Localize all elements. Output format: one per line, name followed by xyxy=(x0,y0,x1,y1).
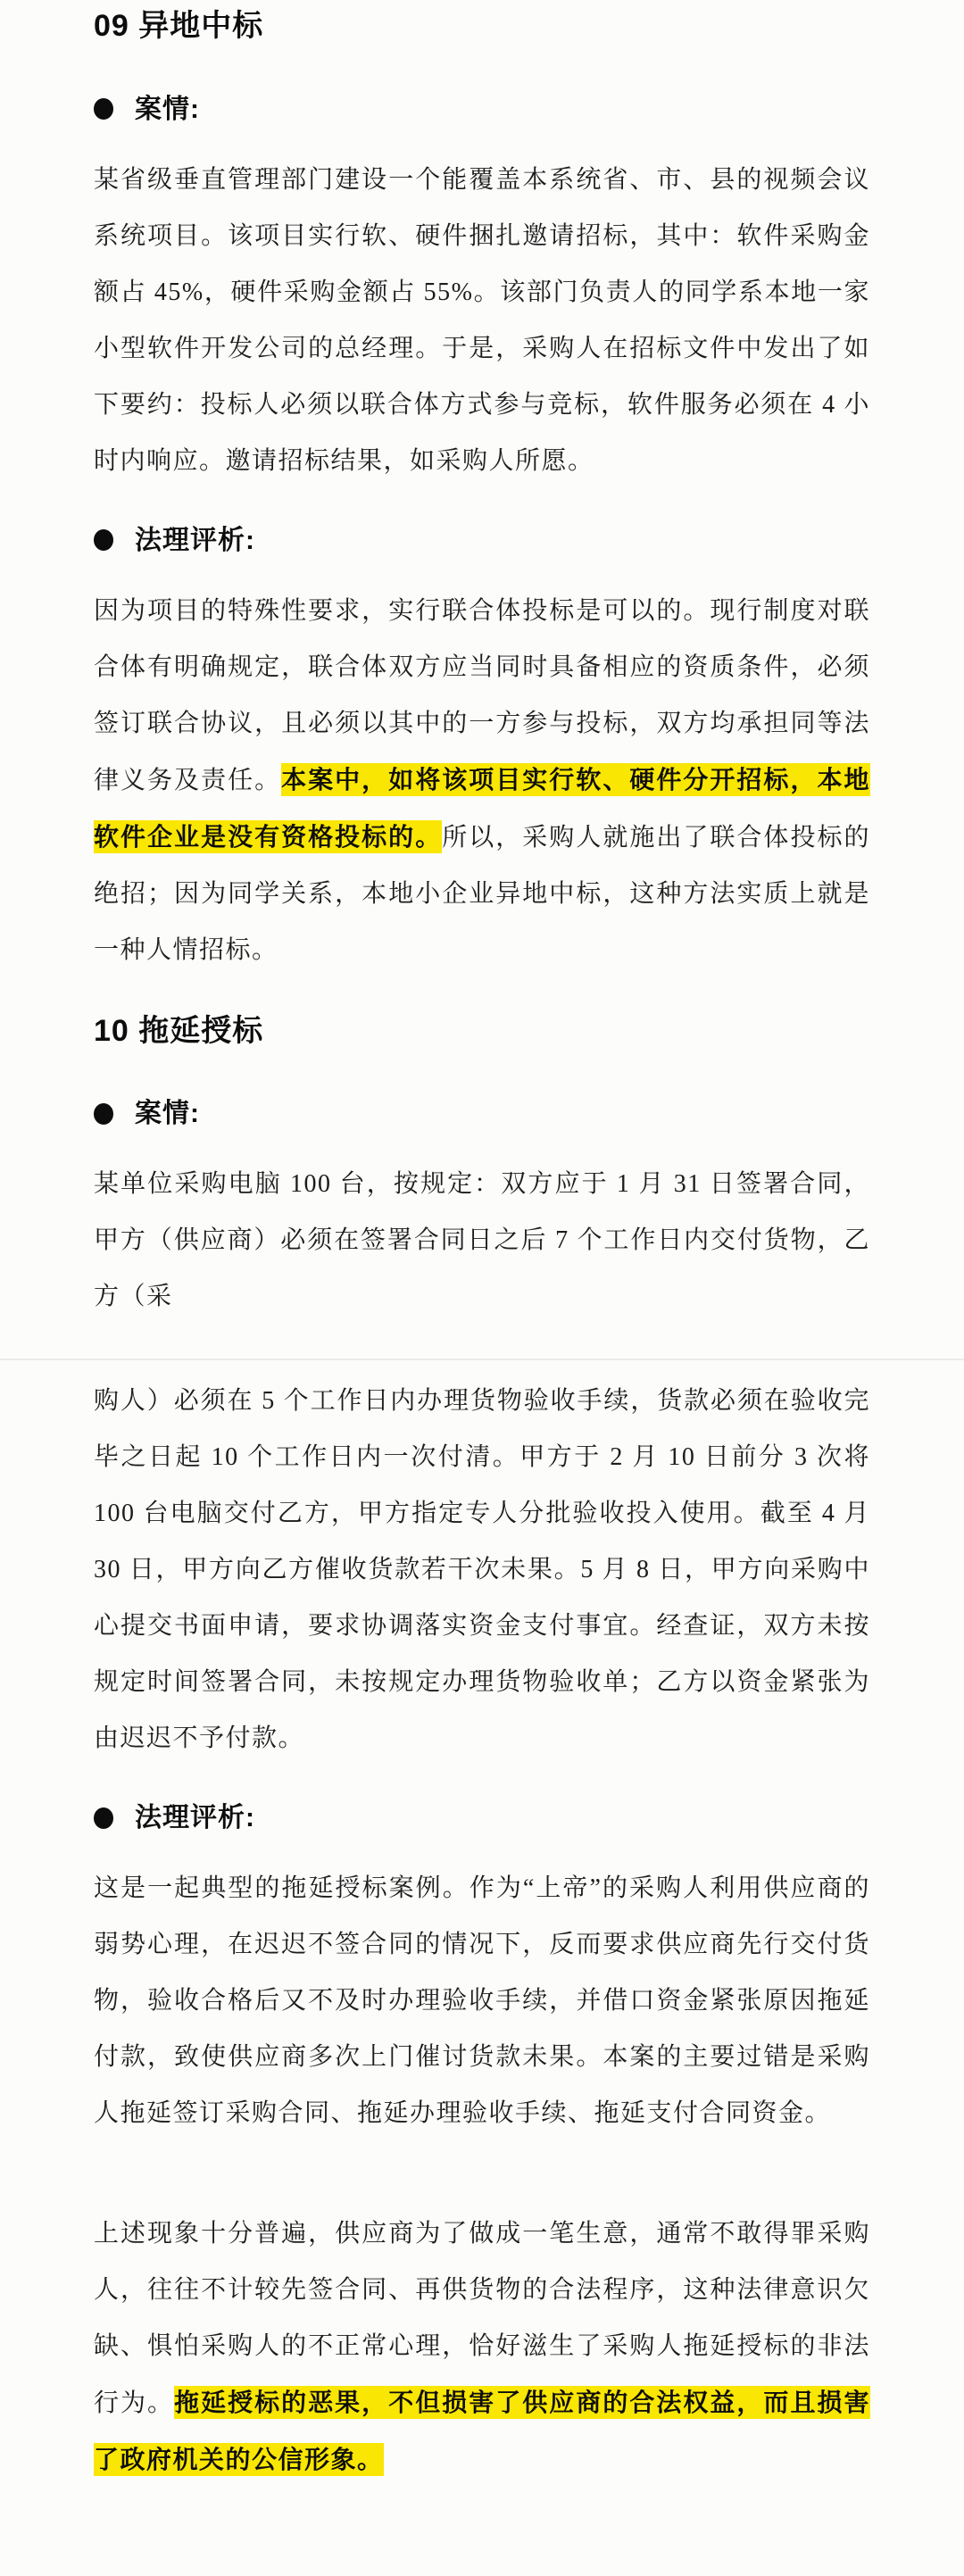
body-text: 因为项目的特殊性要求，实行联合体投标是可以的。现行制度对联合体有明确规定，联合体双方应当同时具备相应的资质条件，必须签订联合协议，且必须以其中的一方参与投标，双方均承担同等法律义务及责任。 xyxy=(94,596,870,794)
bullet-heading-label: 法理评析: xyxy=(135,1803,255,1832)
body-text: 这是一起典型的拖延授标案例。作为“上帝”的采购人利用供应商的弱势心理，在迟迟不签合同的情况下，反而要求供应商先行交付货物，验收合格后又不及时办理验收手续，并借口资金紧张原因拖延付款，致使供应商多次上门催讨货款未果。本案的主要过错是采购人拖延签订采购合同、拖延办理验收手续、拖延支付合同资金。 xyxy=(94,1874,870,2127)
case-section xyxy=(94,7,870,978)
bullet-icon xyxy=(94,1807,113,1829)
body-text: 所以，采购人就施出了联合体投标的绝招；因为同学关系，本地小企业异地中标，这种方法实质上就是一种人情招标。 xyxy=(94,823,870,964)
paragraph xyxy=(94,1373,870,1766)
bullet-heading-label: 案情: xyxy=(135,1099,200,1128)
paragraph xyxy=(94,152,870,489)
highlighted-text: 拖延授标的恶果，不但损害了供应商的合法权益，而且损害了政府机关的公信形象。 xyxy=(94,2386,870,2476)
bullet-heading xyxy=(94,523,870,558)
body-text: 某单位采购电脑 100 台，按规定：双方应于 1 月 31 日签署合同，甲方（供应商）必须在签署合同日之后 7 个工作日内交付货物，乙方（采 xyxy=(94,1170,870,1310)
body-text: 某省级垂直管理部门建设一个能覆盖本系统省、市、县的视频会议系统项目。该项目实行软、硬件捆扎邀请招标，其中：软件采购金额占 45%，硬件采购金额占 55%。该部门负责人的同学系本地一家小型软件开发公司的总经理。于是，采购人在招标文件中发出了如下要约：投标人必须以联合体方式参与竞标，软件服务必须在 4 小时内响应。邀请招标结果，如采购人所愿。 xyxy=(94,165,870,475)
bullet-heading xyxy=(94,92,870,127)
paragraph xyxy=(94,583,870,978)
body-text: 上述现象十分普遍，供应商为了做成一笔生意，通常不敢得罪采购人，往往不计较先签合同、再供货物的合法程序，这种法律意识欠缺、惧怕采购人的不正常心理，恰好滋生了采购人拖延授标的非法行为。 xyxy=(94,2220,870,2417)
page-break-divider xyxy=(0,1359,964,1360)
case-section xyxy=(94,1012,870,2489)
paragraph xyxy=(94,1156,870,1325)
bullet-heading xyxy=(94,1096,870,1131)
bullet-heading xyxy=(94,1800,870,1835)
highlighted-text: 本案中，如将该项目实行软、硬件分开招标，本地软件企业是没有资格投标的。 xyxy=(94,763,870,853)
body-text: 购人）必须在 5 个工作日内办理货物验收手续，货款必须在验收完毕之日起 10 个工作日内一次付清。甲方于 2 月 10 日前分 3 次将 100 台电脑交付乙方，甲方指定专人分批验收投入使用。截至 4 月 30 日，甲方向乙方催收货款若干次未果。5 月 8 日，甲方向采购中心提交书面申请，要求协调落实资金支付事宜。经查证，双方未按规定时间签署合同，未按规定办理货物验收单；乙方以资金紧张为由迟迟不予付款。 xyxy=(94,1387,870,1752)
bullet-icon xyxy=(94,1103,113,1125)
paragraph xyxy=(94,2206,870,2489)
section-heading: 09 异地中标 xyxy=(94,9,264,43)
bullet-heading-label: 案情: xyxy=(135,94,200,124)
bullet-icon xyxy=(94,529,113,551)
paragraph xyxy=(94,1860,870,2141)
bullet-heading-label: 法理评析: xyxy=(135,525,255,555)
bullet-icon xyxy=(94,98,113,120)
section-heading: 10 拖延授标 xyxy=(94,1013,264,1048)
